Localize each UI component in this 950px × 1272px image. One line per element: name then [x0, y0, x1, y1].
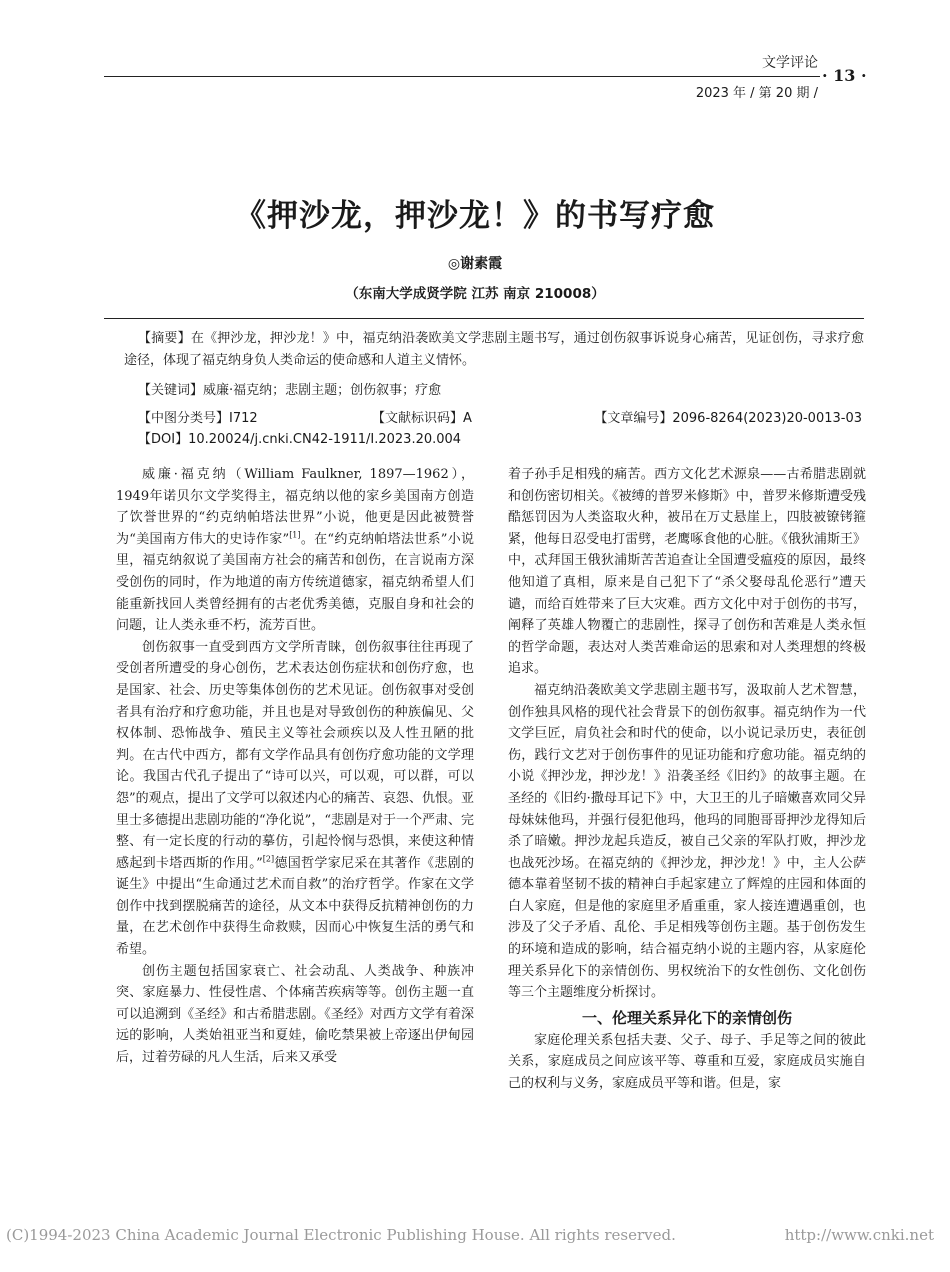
citation-ref: [1] — [289, 530, 301, 540]
issue-label: 2023 年 / 第 20 期 / — [695, 86, 818, 101]
abstract: 【摘要】在《押沙龙，押沙龙！》中，福克纳沿袭欧美文学悲剧主题书写，通过创伤叙事诉说身心痛苦，见证创伤，寻求疗愈途径，体现了福克纳身负人类命运的使命感和人道主义情怀。 — [124, 331, 864, 368]
document-code: 【文献标识码】A — [372, 411, 472, 426]
paragraph: 着子孙手足相残的痛苦。西方文化艺术源泉——古希腊悲剧就和创伤密切相关。《被缚的普罗米修斯》中，普罗米修斯遭受残酷惩罚因为人类盗取火种，被吊在万丈悬崖上，四肢被镣铐箍紧，他每日忍受电打雷劈，老鹰啄食他的心脏。《俄狄浦斯王》中，忒拜国王俄狄浦斯苦苦追查让全国遭受瘟疫的原因，最终他知道了真相，原来是自己犯下了“杀父娶母乱伦恶行”遭天谴，而给百姓带来了巨大灾难。西方文化中对于创伤的书写，阐释了英雄人物覆亡的悲剧性，探寻了创伤和苦难是人类永恒的哲学命题，表达对人类苦难命运的思索和对人类理想的终极追求。 — [508, 467, 866, 677]
paragraph: 创伤主题包括国家衰亡、社会动乱、人类战争、种族冲突、家庭暴力、性侵性虐、个体痛苦疾病等等。创伤主题一直可以追溯到《圣经》和古希腊悲剧。《圣经》对西方文学有着深远的影响，人类始祖亚当和夏娃，偷吃禁果被上帝逐出伊甸园后，过着劳碌的凡人生活，后来又承受 — [116, 963, 474, 1066]
paragraph: 创伤叙事一直受到西方文学所青睐，创伤叙事往往再现了受创者所遭受的身心创伤，艺术表达创伤症状和创伤疗愈，也是国家、社会、历史等集体创伤的艺术见证。创伤叙事对受创者具有治疗和疗愈功能，并且也是对导致创伤的种族偏见、父权体制、恐怖战争、殖民主义等社会顽疾以及人性丑陋的批判。在古代中西方，都有文学作品具有创伤疗愈功能的文学理论。我国古代孔子提出了“诗可以兴，可以观，可以群，可以怨”的观点，提出了文学可以叙述内心的痛苦、哀怨、仇恨。亚里士多德提出悲剧功能的“净化说”，“悲剧是对于一个严肃、完整、有一定长度的行动的摹仿，引起怜悯与恐惧，来使这种情感起到卡塔西斯的作用。”[2]德国哲学家尼采在其著作《悲剧的诞生》中提出“生命通过艺术而自救”的治疗哲学。作家在文学创作中找到摆脱痛苦的途径，从文本中获得反抗精神创伤的力量，在艺术创作中获得生命救赎，因而心中恢复生活的勇气和希望。 — [116, 639, 474, 958]
section-heading: 一、伦理关系异化下的亲情创伤 — [581, 1008, 792, 1027]
left-column — [116, 464, 474, 1069]
journal-name: 文学评论 — [762, 55, 818, 71]
cnki-link[interactable]: http://www.cnki.net — [784, 1226, 934, 1244]
page-number: · 13 · — [822, 66, 867, 85]
header-rule — [104, 76, 820, 77]
affiliation: （东南大学成贤学院 江苏 南京 210008） — [345, 286, 605, 302]
paragraph: 福克纳沿袭欧美文学悲剧主题书写，汲取前人艺术智慧，创作独具风格的现代社会背景下的创伤叙事。福克纳作为一代文学巨匠，肩负社会和时代的使命，以小说记录历史，表征创伤，践行文艺对于创伤事件的见证功能和疗愈功能。福克纳的小说《押沙龙，押沙龙！》沿袭圣经《旧约》的故事主题。在圣经的《旧约·撒母耳记下》中，大卫王的儿子暗嫩喜欢同父异母妹妹他玛，并强行侵犯他玛，他玛的同胞哥哥押沙龙得知后杀了暗嫩。押沙龙起兵造反，被自己父亲的军队打败，押沙龙也战死沙场。在福克纳的《押沙龙，押沙龙！》中，主人公萨德本靠着坚韧不拔的精神白手起家建立了辉煌的庄园和体面的白人家庭，但是他的家庭里矛盾重重，家人接连遭遇重创，也涉及了父子矛盾、乱伦、手足相残等创伤主题。基于创伤发生的环境和造成的影响，结合福克纳小说的主题内容，从家庭伦理关系异化下的亲情创伤、男权统治下的女性创伤、文化创伤等三个主题维度分析探讨。 — [508, 682, 866, 1001]
right-column — [508, 464, 866, 1095]
clc-number: 【中图分类号】I712 — [138, 411, 258, 426]
copyright-footer — [6, 1226, 944, 1244]
keywords: 【关键词】威廉·福克纳；悲剧主题；创伤叙事；疗愈 — [138, 383, 442, 398]
article-number: 【文章编号】2096-8264(2023)20-0013-03 — [594, 411, 862, 426]
article-title: 《押沙龙，押沙龙！》的书写疗愈 — [235, 198, 715, 234]
copyright-text: (C)1994-2023 China Academic Journal Electronic Publishing House. All rights reserved. — [6, 1226, 676, 1244]
paragraph: 家庭伦理关系包括夫妻、父子、母子、手足等之间的彼此关系，家庭成员之间应该平等、尊重和互爱，家庭成员实施自己的权利与义务，家庭成员平等和谐。但是，家 — [508, 1032, 866, 1092]
citation-ref: [2] — [262, 854, 275, 864]
doi: 【DOI】10.20024/j.cnki.CN42-1911/I.2023.20.004 — [138, 432, 462, 447]
meta-divider — [104, 318, 864, 319]
paragraph: 威廉·福克纳（William Faulkner, 1897—1962），1949年诺贝尔文学奖得主，福克纳以他的家乡美国南方创造了饮誉世界的“约克纳帕塔法世界”小说，他更是因此被赞誉为“美国南方伟大的史诗作家”[1]。在“约克纳帕塔法世系”小说里，福克纳叙说了美国南方社会的痛苦和创伤，在言说南方深受创伤的同时，作为地道的南方传统道德家，福克纳希望人们能重新找回人类曾经拥有的古老优秀美德，克服自身和社会的问题，让人类永垂不朽，流芳百世。 — [116, 467, 475, 634]
author: ◎谢素霞 — [447, 256, 503, 272]
